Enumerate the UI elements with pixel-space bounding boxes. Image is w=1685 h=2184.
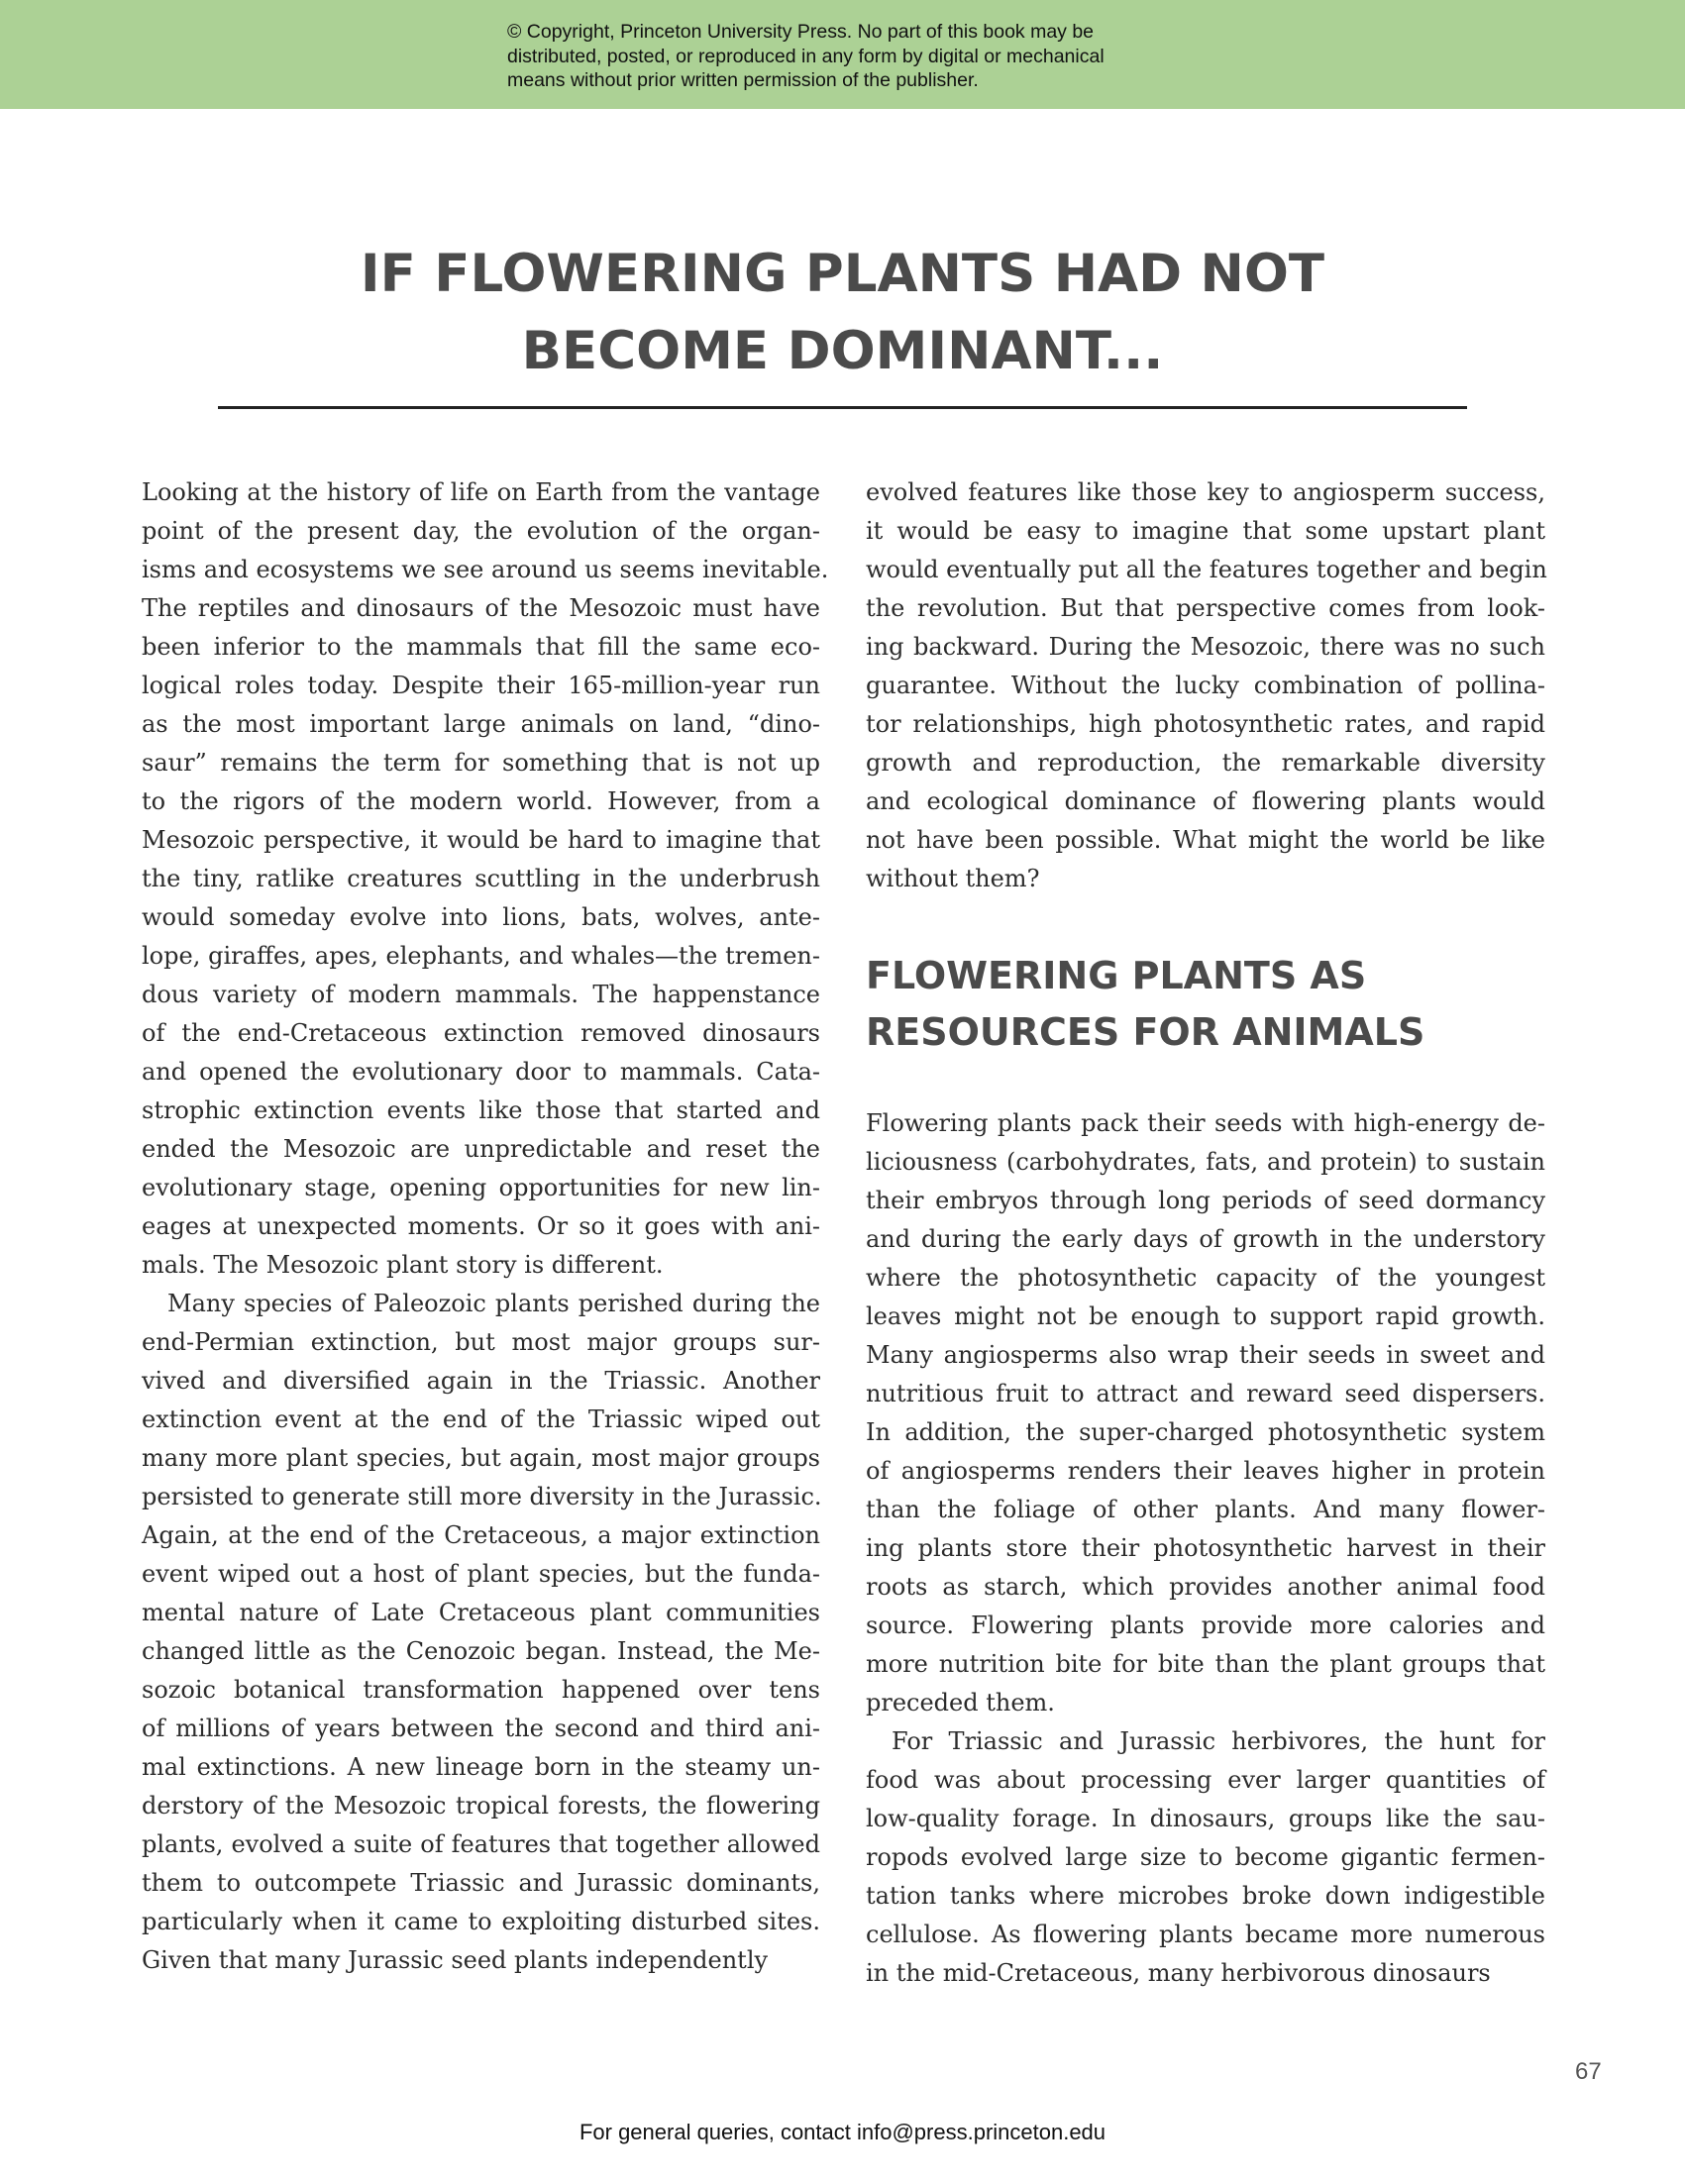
text-line: dous variety of modern mammals. The happenstance xyxy=(142,981,820,1008)
text-line: point of the present day, the evolution of the organ- xyxy=(142,517,820,545)
text-line: event wiped out a host of plant species, but the funda- xyxy=(142,1560,820,1588)
text-line: ing plants store their photosynthetic harvest in their xyxy=(866,1534,1545,1562)
copyright-banner xyxy=(0,0,1685,109)
footer-contact: For general queries, contact info@press.princeton.edu xyxy=(579,2120,1106,2144)
paragraph xyxy=(142,473,829,1285)
text-line: vived and diversified again in the Triassic. Another xyxy=(142,1367,820,1395)
text-line: not have been possible. What might the world be like xyxy=(866,826,1545,854)
left-column xyxy=(142,473,829,1980)
text-line: Many angiosperms also wrap their seeds in sweet and xyxy=(866,1341,1545,1369)
text-line: many more plant species, but again, most major groups xyxy=(142,1444,820,1472)
text-line: guarantee. Without the lucky combination of pollina- xyxy=(866,672,1545,699)
text-line: as the most important large animals on land, “dino- xyxy=(142,710,820,738)
text-line: derstory of the Mesozoic tropical forests, the flowering xyxy=(142,1792,820,1820)
text-line: and ecological dominance of flowering plants would xyxy=(866,787,1545,815)
text-line: changed little as the Cenozoic began. Instead, the Me- xyxy=(142,1637,820,1665)
text-line: evolved features like those key to angiosperm success, xyxy=(866,478,1545,506)
copyright-line: © Copyright, Princeton University Press. No part of this book may be xyxy=(507,21,1095,43)
section-heading xyxy=(866,948,1545,1061)
text-line: isms and ecosystems we see around us seems inevitable. xyxy=(142,556,829,583)
text-line: where the photosynthetic capacity of the youngest xyxy=(866,1264,1545,1292)
text-line: source. Flowering plants provide more calories and xyxy=(866,1612,1545,1639)
text-line: in the mid-Cretaceous, many herbivorous dinosaurs xyxy=(866,1959,1491,1987)
text-line: tation tanks where microbes broke down indigestible xyxy=(866,1882,1545,1910)
paragraph xyxy=(866,1104,1545,1722)
text-line: to the rigors of the modern world. However, from a xyxy=(142,787,820,815)
text-line: Many species of Paleozoic plants perished during the xyxy=(167,1290,820,1317)
text-line: The reptiles and dinosaurs of the Mesozoic must have xyxy=(142,594,820,622)
copyright-line: means without prior written permission of the publisher. xyxy=(507,69,979,91)
text-line: growth and reproduction, the remarkable diversity xyxy=(866,749,1545,777)
text-line: ended the Mesozoic are unpredictable and reset the xyxy=(142,1135,820,1163)
text-line: Given that many Jurassic seed plants independently xyxy=(142,1946,769,1974)
chapter-title xyxy=(149,236,1536,390)
text-line: would eventually put all the features together and begin xyxy=(866,556,1547,583)
text-line: their embryos through long periods of seed dormancy xyxy=(866,1187,1545,1214)
text-line: strophic extinction events like those that started and xyxy=(142,1096,820,1124)
right-column xyxy=(866,473,1545,1993)
text-line: of angiosperms renders their leaves higher in protein xyxy=(866,1457,1545,1485)
text-line: ropods evolved large size to become gigantic fermen- xyxy=(866,1843,1545,1871)
text-line: For Triassic and Jurassic herbivores, the hunt for xyxy=(892,1727,1545,1755)
text-line: without them? xyxy=(866,865,1040,892)
text-line: Again, at the end of the Cretaceous, a major extinction xyxy=(142,1521,820,1549)
page-number: 67 xyxy=(1575,2058,1602,2085)
text-line: leaves might not be enough to support rapid growth. xyxy=(866,1302,1545,1330)
copyright-line: distributed, posted, or reproduced in any form by digital or mechanical xyxy=(507,45,1105,67)
text-line: of the end-Cretaceous extinction removed dinosaurs xyxy=(142,1019,820,1047)
text-line: evolutionary stage, opening opportunities for new lin- xyxy=(142,1174,820,1201)
paragraph xyxy=(142,1285,820,1980)
text-line: saur” remains the term for something that is not up xyxy=(142,749,820,777)
text-line: extinction event at the end of the Triassic wiped out xyxy=(142,1405,820,1433)
text-line: logical roles today. Despite their 165-million-year run xyxy=(142,672,820,699)
text-line: food was about processing ever larger quantities of xyxy=(866,1766,1545,1794)
text-line: Looking at the history of life on Earth from the vantage xyxy=(142,478,820,506)
text-line: the tiny, ratlike creatures scuttling in the underbrush xyxy=(142,865,820,892)
text-line: cellulose. As flowering plants became more numerous xyxy=(866,1921,1545,1948)
text-line: mals. The Mesozoic plant story is different. xyxy=(142,1251,664,1279)
title-divider xyxy=(218,406,1467,409)
text-line: nutritious fruit to attract and reward seed dispersers. xyxy=(866,1380,1545,1407)
text-line: been inferior to the mammals that fill the same eco- xyxy=(142,633,820,661)
text-line: ing backward. During the Mesozoic, there was no such xyxy=(866,633,1545,661)
text-line: tor relationships, high photosynthetic rates, and rapid xyxy=(866,710,1545,738)
text-line: sozoic botanical transformation happened over tens xyxy=(142,1676,820,1704)
paragraph xyxy=(866,473,1545,898)
text-line: plants, evolved a suite of features that together allowed xyxy=(142,1830,820,1858)
text-line: the revolution. But that perspective comes from look- xyxy=(866,594,1545,622)
chapter-title-line: IF FLOWERING PLANTS HAD NOT xyxy=(360,244,1325,304)
text-line: particularly when it came to exploiting disturbed sites. xyxy=(142,1908,820,1935)
text-line: persisted to generate still more diversity in the Jurassic. xyxy=(142,1483,822,1510)
text-line: than the foliage of other plants. And many flower- xyxy=(866,1496,1545,1523)
text-line: In addition, the super-charged photosynthetic system xyxy=(866,1418,1545,1446)
text-line: and opened the evolutionary door to mammals. Cata- xyxy=(142,1058,820,1086)
text-line: liciousness (carbohydrates, fats, and protein) to sustain xyxy=(866,1148,1545,1176)
text-line: Flowering plants pack their seeds with high-energy de- xyxy=(866,1109,1545,1137)
section-heading-line: FLOWERING PLANTS AS xyxy=(866,954,1367,997)
text-line: low-quality forage. In dinosaurs, groups like the sau- xyxy=(866,1805,1545,1832)
text-line: lope, giraffes, apes, elephants, and whales—the tremen- xyxy=(142,942,820,970)
paragraph xyxy=(866,1722,1545,1993)
copyright-notice xyxy=(507,20,1260,93)
text-line: Mesozoic perspective, it would be hard to imagine that xyxy=(142,826,820,854)
section-heading-line: RESOURCES FOR ANIMALS xyxy=(866,1010,1425,1054)
text-line: and during the early days of growth in the understory xyxy=(866,1225,1545,1253)
text-line: preceded them. xyxy=(866,1689,1055,1716)
text-line: them to outcompete Triassic and Jurassic dominants, xyxy=(142,1869,820,1897)
text-line: eages at unexpected moments. Or so it goes with ani- xyxy=(142,1212,820,1240)
text-line: of millions of years between the second and third ani- xyxy=(142,1715,820,1742)
text-line: mal extinctions. A new lineage born in the steamy un- xyxy=(142,1753,820,1781)
text-line: roots as starch, which provides another animal food xyxy=(866,1573,1545,1601)
chapter-title-line: BECOME DOMINANT... xyxy=(521,321,1164,381)
text-line: mental nature of Late Cretaceous plant communities xyxy=(142,1599,820,1626)
text-line: more nutrition bite for bite than the plant groups that xyxy=(866,1650,1545,1678)
text-line: it would be easy to imagine that some upstart plant xyxy=(866,517,1545,545)
text-line: end-Permian extinction, but most major groups sur- xyxy=(142,1328,820,1356)
text-line: would someday evolve into lions, bats, wolves, ante- xyxy=(142,903,820,931)
